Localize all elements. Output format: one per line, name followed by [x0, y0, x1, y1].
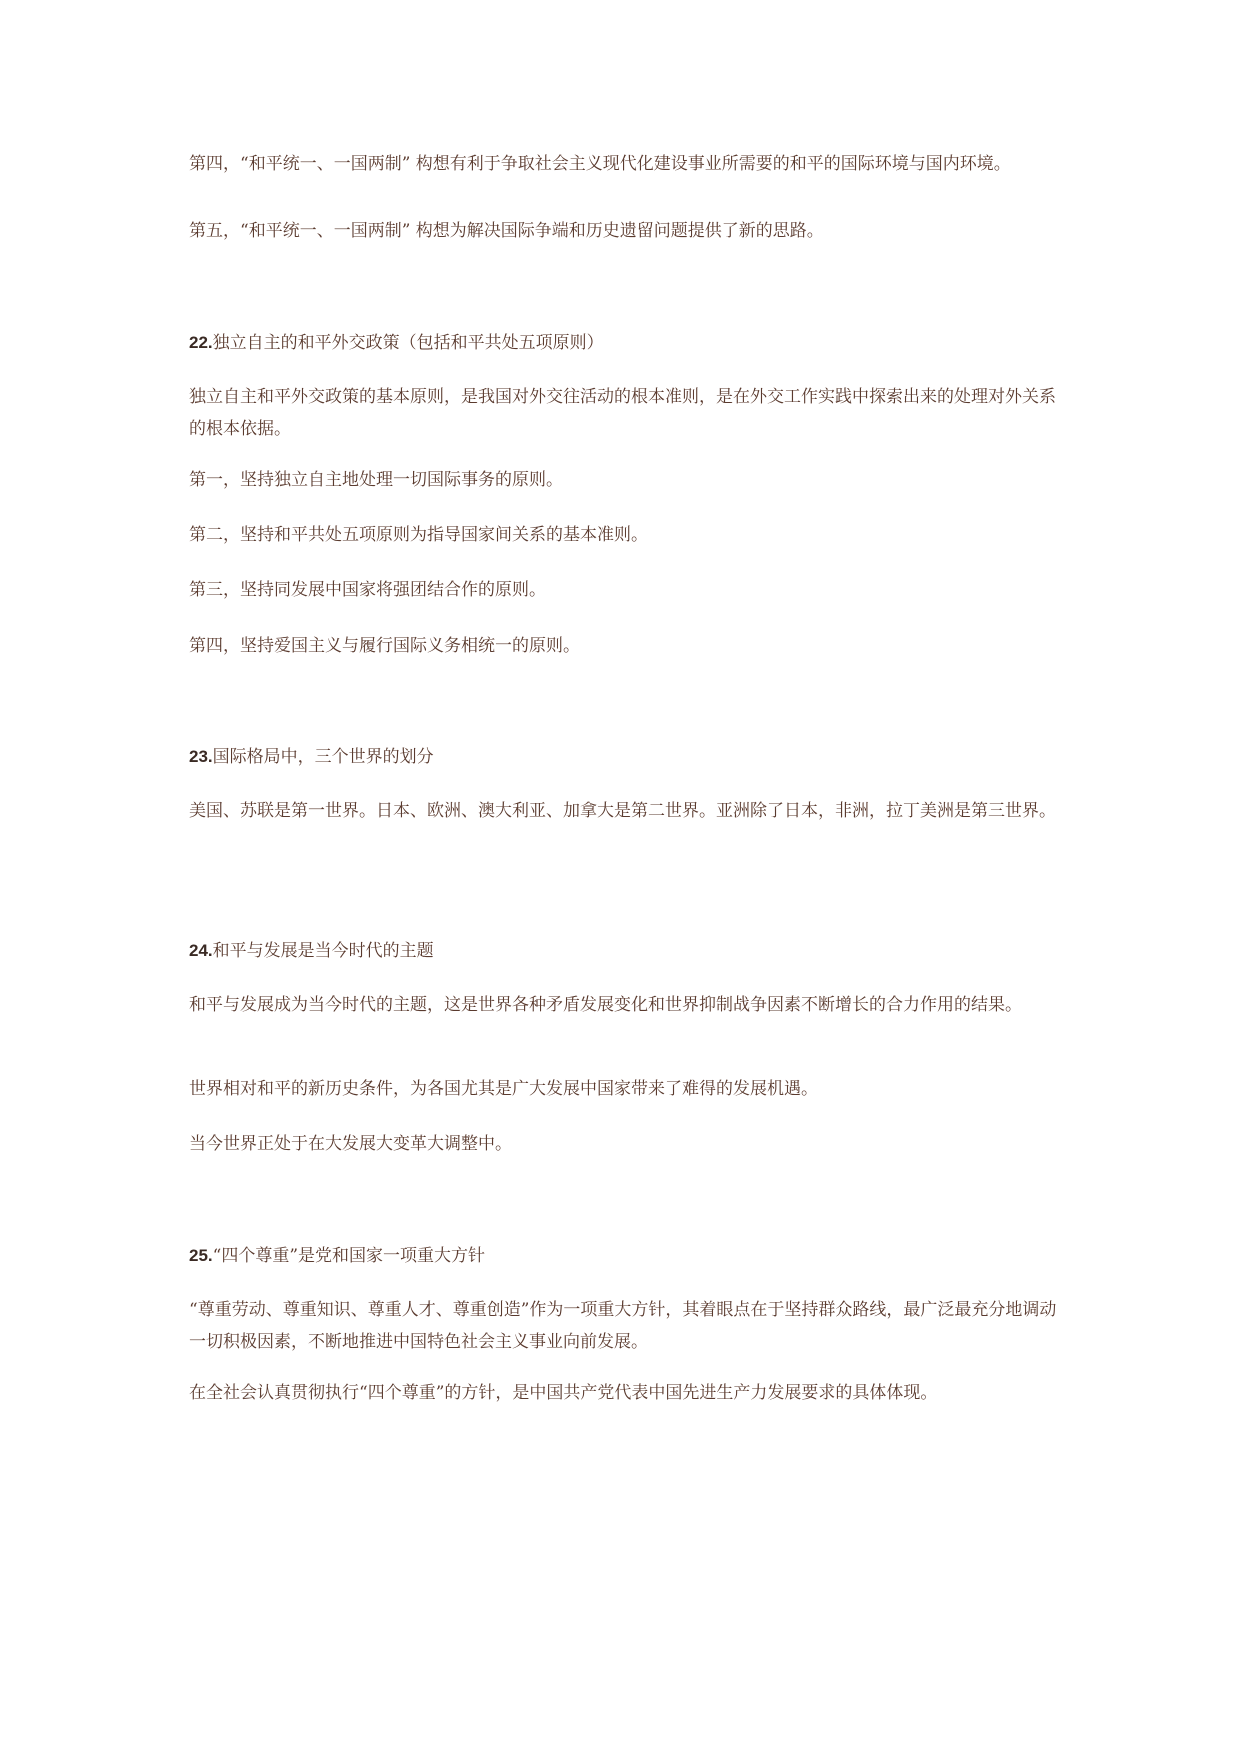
- heading-24-number: 24.: [189, 941, 213, 960]
- paragraph-25-second: 在全社会认真贯彻执行“四个尊重”的方针，是中国共产党代表中国先进生产力发展要求的具体体现。: [189, 1383, 938, 1403]
- heading-22: [189, 327, 1059, 359]
- paragraph-21-fourth: 第四，“和平统一、一国两制” 构想有利于争取社会主义现代化建设事业所需要的和平的国际环境与国内环境。: [189, 154, 1011, 174]
- paragraph-23-first: 美国、苏联是第一世界。日本、欧洲、澳大利亚、加拿大是第二世界。亚洲除了日本，非洲，拉丁美洲是第三世界。: [189, 801, 1056, 821]
- paragraph-24-first: 和平与发展成为当今时代的主题，这是世界各种矛盾发展变化和世界抑制战争因素不断增长的合力作用的结果。: [189, 995, 1022, 1015]
- paragraph-24-second: 世界相对和平的新历史条件，为各国尤其是广大发展中国家带来了难得的发展机遇。: [189, 1079, 818, 1099]
- heading-24: [189, 935, 1059, 967]
- paragraph-22-second: 第二，坚持和平共处五项原则为指导国家间关系的基本准则。: [189, 525, 648, 545]
- paragraph-22-fourth: 第四，坚持爱国主义与履行国际义务相统一的原则。: [189, 636, 580, 656]
- paragraph-22-intro: 独立自主和平外交政策的基本原则，是我国对外交往活动的根本准则，是在外交工作实践中探索出来的处理对外关系的根本依据。: [189, 387, 1056, 439]
- document-page: [189, 0, 1059, 1754]
- heading-25: [189, 1240, 1059, 1272]
- paragraph-21-fifth: 第五，“和平统一、一国两制” 构想为解决国际争端和历史遗留问题提供了新的思路。: [189, 221, 824, 241]
- heading-23-title: 国际格局中，三个世界的划分: [212, 747, 434, 767]
- heading-25-title: “四个尊重”是党和国家一项重大方针: [212, 1246, 486, 1266]
- heading-23-number: 23.: [189, 747, 213, 766]
- paragraph-25-first: “尊重劳动、尊重知识、尊重人才、尊重创造”作为一项重大方针，其着眼点在于坚持群众路线，最广泛最充分地调动一切积极因素，不断地推进中国特色社会主义事业向前发展。: [189, 1300, 1057, 1352]
- heading-24-title: 和平与发展是当今时代的主题: [212, 941, 434, 961]
- heading-25-number: 25.: [189, 1246, 213, 1265]
- paragraph-22-third: 第三，坚持同发展中国家将强团结合作的原则。: [189, 580, 546, 600]
- heading-23: [189, 741, 1059, 773]
- heading-22-title: 独立自主的和平外交政策（包括和平共处五项原则）: [212, 333, 604, 353]
- heading-22-number: 22.: [189, 333, 213, 352]
- paragraph-22-first: 第一，坚持独立自主地处理一切国际事务的原则。: [189, 470, 563, 490]
- paragraph-24-third: 当今世界正处于在大发展大变革大调整中。: [189, 1134, 512, 1154]
